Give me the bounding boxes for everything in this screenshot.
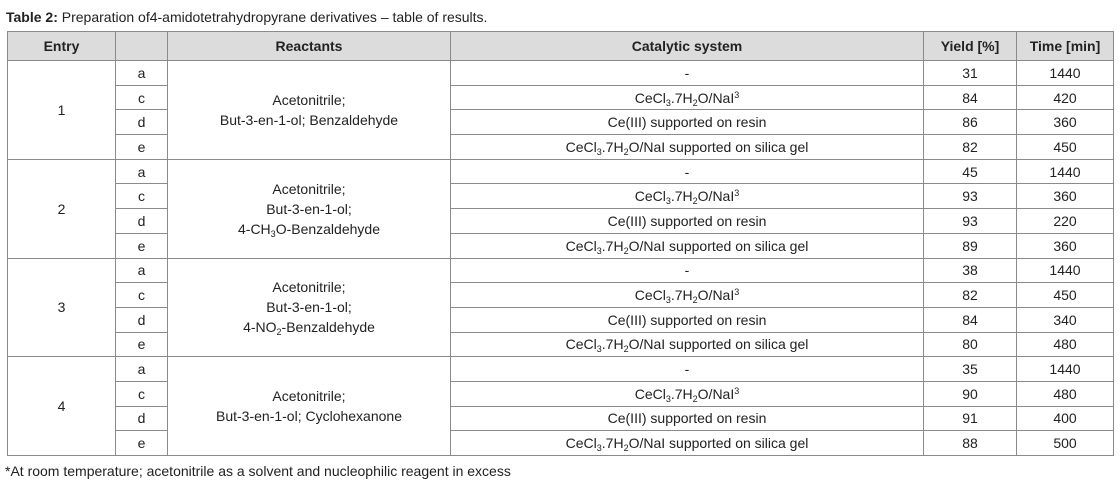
reactant-line: But-3-en-1-ol;	[266, 200, 352, 217]
letter-cell: a	[116, 159, 168, 184]
reactant-line	[172, 317, 446, 337]
catalyst-cell	[451, 381, 924, 406]
letter-cell: e	[116, 233, 168, 258]
catalyst-text: O/NaI	[697, 89, 735, 106]
subscript: 2	[623, 245, 629, 256]
letter-cell: c	[116, 85, 168, 110]
subscript: 2	[692, 97, 698, 108]
catalyst-text: O/NaI	[697, 287, 735, 304]
catalyst-cell: -	[451, 357, 924, 382]
time-cell: 340	[1017, 307, 1114, 332]
catalyst-text: .7H	[601, 435, 624, 452]
results-table	[7, 31, 1114, 456]
yield-cell: 88	[924, 431, 1017, 456]
time-cell: 220	[1017, 209, 1114, 234]
letter-cell: e	[116, 431, 168, 456]
superscript: 3	[734, 188, 740, 199]
yield-cell: 89	[924, 233, 1017, 258]
yield-cell: 31	[924, 61, 1017, 86]
table-row	[8, 258, 1114, 283]
time-cell: 360	[1017, 110, 1114, 135]
catalyst-text: O/NaI	[697, 385, 735, 402]
reactant-text: -Benzaldehyde	[281, 319, 375, 336]
reactants-cell	[168, 159, 451, 258]
time-cell: 480	[1017, 381, 1114, 406]
time-cell: 360	[1017, 184, 1114, 209]
header-row	[8, 32, 1114, 61]
table-caption	[6, 8, 487, 26]
letter-cell: a	[116, 258, 168, 283]
letter-cell: e	[116, 135, 168, 160]
subscript: 3	[665, 295, 671, 306]
table-row	[8, 357, 1114, 382]
reactant-text: 4-NO	[243, 319, 277, 336]
entry-cell: 3	[8, 258, 116, 357]
subscript: 2	[692, 393, 698, 404]
catalyst-text: .7H	[670, 385, 693, 402]
catalyst-cell	[451, 332, 924, 357]
reactant-line: But-3-en-1-ol;	[266, 299, 352, 316]
yield-cell: 90	[924, 381, 1017, 406]
subscript: 3	[596, 344, 602, 355]
yield-cell: 45	[924, 159, 1017, 184]
catalyst-text: O/NaI	[697, 188, 735, 205]
catalyst-text: .7H	[601, 138, 624, 155]
catalyst-cell: -	[451, 159, 924, 184]
catalyst-text: CeCl	[565, 336, 597, 353]
header-time: Time [min]	[1017, 32, 1114, 61]
yield-cell: 38	[924, 258, 1017, 283]
reactant-line: Acetonitrile;	[272, 91, 346, 108]
time-cell: 480	[1017, 332, 1114, 357]
entry-cell: 1	[8, 61, 116, 160]
table-row	[8, 159, 1114, 184]
catalyst-text: CeCl	[634, 188, 666, 205]
entry-cell: 2	[8, 159, 116, 258]
letter-cell: a	[116, 357, 168, 382]
catalyst-text: O/NaI supported on silica gel	[628, 237, 809, 254]
catalyst-text: CeCl	[565, 138, 597, 155]
reactant-line: Acetonitrile;	[272, 279, 346, 296]
header-reactants: Reactants	[168, 32, 451, 61]
catalyst-text: CeCl	[565, 237, 597, 254]
reactants-cell	[168, 258, 451, 357]
entry-cell: 4	[8, 357, 116, 456]
catalyst-cell: Ce(III) supported on resin	[451, 209, 924, 234]
catalyst-cell: Ce(III) supported on resin	[451, 406, 924, 431]
reactant-line: Acetonitrile;	[272, 388, 346, 405]
table-footnote: *At room temperature; acetonitrile as a solvent and nucleophilic reagent in excess	[5, 463, 511, 479]
letter-cell: d	[116, 307, 168, 332]
letter-cell: c	[116, 381, 168, 406]
reactant-text: 4-CH	[238, 220, 271, 237]
subscript: 2	[692, 196, 698, 207]
catalyst-cell	[451, 184, 924, 209]
catalyst-cell: -	[451, 258, 924, 283]
catalyst-text: .7H	[601, 336, 624, 353]
subscript: 3	[665, 196, 671, 207]
time-cell: 1440	[1017, 357, 1114, 382]
subscript: 3	[596, 245, 602, 256]
yield-cell: 84	[924, 307, 1017, 332]
subscript: 3	[596, 146, 602, 157]
letter-cell: d	[116, 209, 168, 234]
yield-cell: 80	[924, 332, 1017, 357]
subscript: 3	[270, 228, 276, 239]
subscript: 3	[665, 97, 671, 108]
letter-cell: c	[116, 184, 168, 209]
reactant-line: Acetonitrile;	[272, 180, 346, 197]
catalyst-cell	[451, 233, 924, 258]
catalyst-text: CeCl	[565, 435, 597, 452]
superscript: 3	[734, 287, 740, 298]
catalyst-text: O/NaI supported on silica gel	[628, 336, 809, 353]
letter-cell: d	[116, 406, 168, 431]
header-entry: Entry	[8, 32, 116, 61]
catalyst-text: CeCl	[634, 89, 666, 106]
table-caption-label: Table 2:	[6, 9, 58, 25]
catalyst-cell	[451, 85, 924, 110]
time-cell: 360	[1017, 233, 1114, 258]
yield-cell: 86	[924, 110, 1017, 135]
catalyst-text: .7H	[670, 287, 693, 304]
time-cell: 450	[1017, 135, 1114, 160]
reactant-line: But-3-en-1-ol; Cyclohexanone	[216, 408, 402, 425]
time-cell: 500	[1017, 431, 1114, 456]
catalyst-text: O/NaI supported on silica gel	[628, 138, 809, 155]
reactants-cell	[168, 357, 451, 456]
subscript: 3	[665, 393, 671, 404]
time-cell: 1440	[1017, 159, 1114, 184]
time-cell: 400	[1017, 406, 1114, 431]
subscript: 2	[623, 443, 629, 454]
time-cell: 420	[1017, 85, 1114, 110]
table-row	[8, 61, 1114, 86]
subscript: 2	[692, 295, 698, 306]
superscript: 3	[734, 89, 740, 100]
subscript: 2	[623, 344, 629, 355]
header-blank	[116, 32, 168, 61]
catalyst-text: .7H	[601, 237, 624, 254]
yield-cell: 35	[924, 357, 1017, 382]
catalyst-text: .7H	[670, 89, 693, 106]
catalyst-text: CeCl	[634, 287, 666, 304]
letter-cell: e	[116, 332, 168, 357]
yield-cell: 84	[924, 85, 1017, 110]
header-yield: Yield [%]	[924, 32, 1017, 61]
yield-cell: 82	[924, 283, 1017, 308]
catalyst-text: O/NaI supported on silica gel	[628, 435, 809, 452]
catalyst-text: .7H	[670, 188, 693, 205]
catalyst-cell: Ce(III) supported on resin	[451, 307, 924, 332]
yield-cell: 93	[924, 209, 1017, 234]
subscript: 2	[276, 327, 282, 338]
letter-cell: d	[116, 110, 168, 135]
reactants-cell	[168, 61, 451, 160]
catalyst-cell	[451, 431, 924, 456]
yield-cell: 82	[924, 135, 1017, 160]
reactant-line: But-3-en-1-ol; Benzaldehyde	[219, 111, 399, 128]
time-cell: 1440	[1017, 258, 1114, 283]
catalyst-text: CeCl	[634, 385, 666, 402]
catalyst-cell: -	[451, 61, 924, 86]
subscript: 3	[596, 443, 602, 454]
superscript: 3	[734, 385, 740, 396]
catalyst-cell	[451, 135, 924, 160]
table-caption-text: Preparation of4-amidotetrahydropyrane derivatives – table of results.	[57, 9, 488, 25]
subscript: 2	[623, 146, 629, 157]
catalyst-cell	[451, 283, 924, 308]
reactant-text: O-Benzaldehyde	[275, 220, 380, 237]
reactant-line	[172, 219, 446, 239]
letter-cell: a	[116, 61, 168, 86]
time-cell: 450	[1017, 283, 1114, 308]
catalyst-cell: Ce(III) supported on resin	[451, 110, 924, 135]
yield-cell: 91	[924, 406, 1017, 431]
header-catalytic-system: Catalytic system	[451, 32, 924, 61]
time-cell: 1440	[1017, 61, 1114, 86]
yield-cell: 93	[924, 184, 1017, 209]
letter-cell: c	[116, 283, 168, 308]
